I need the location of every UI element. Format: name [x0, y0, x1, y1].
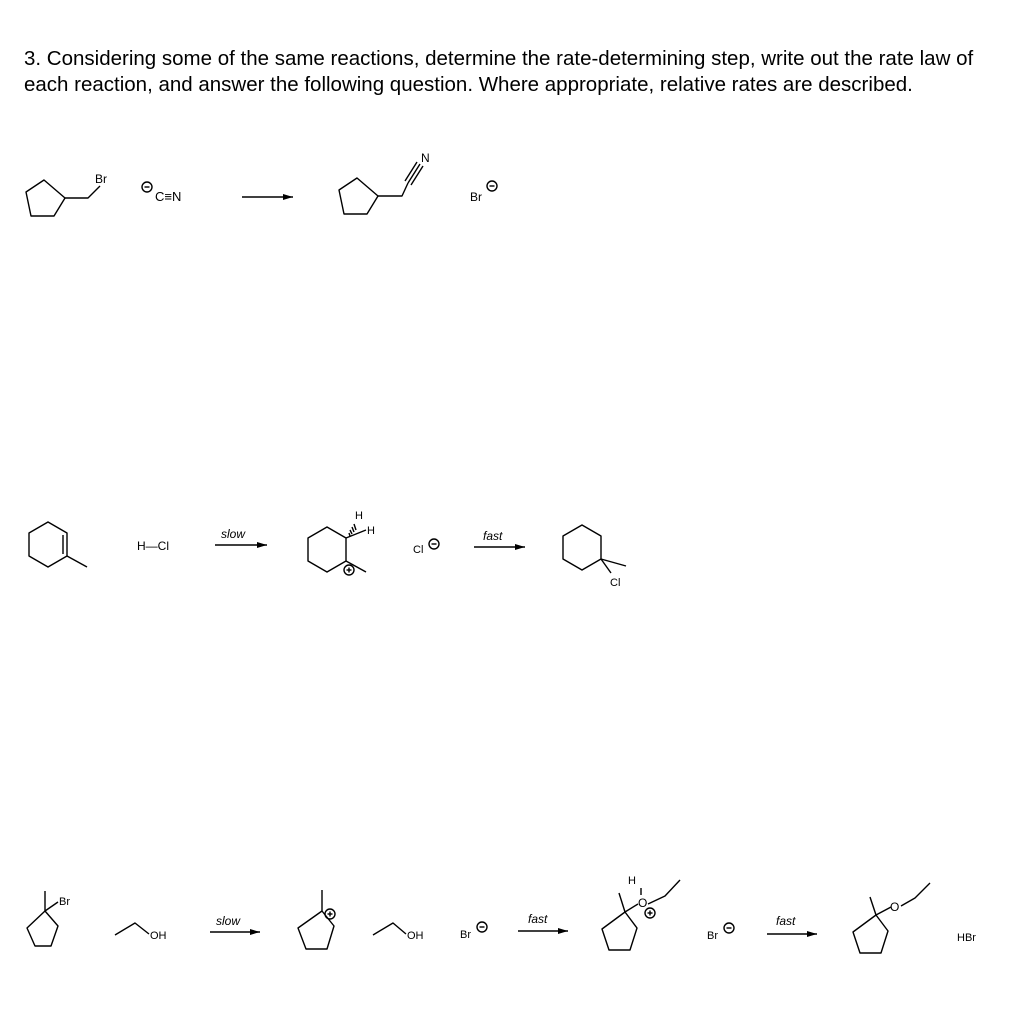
- chloride-charge: [429, 539, 439, 549]
- bromide-charge: [487, 181, 497, 191]
- r3-step1-label: slow: [216, 914, 241, 928]
- r1-reactant-br: Br: [95, 172, 107, 186]
- cyclopentylacetonitrile: [339, 162, 423, 214]
- r1-product-n: N: [421, 151, 430, 165]
- r1-nucleophile-cn: C≡N: [155, 189, 182, 204]
- tertiary-carbocation: [298, 890, 335, 949]
- r3-product-o: O: [890, 900, 900, 914]
- r2-counterion-cl: Cl: [413, 544, 424, 556]
- r2-step1-label: slow: [221, 527, 246, 541]
- ether-product: [853, 883, 930, 953]
- r2-intermediate-h-right: H: [367, 525, 375, 537]
- question-text: 3. Considering some of the same reactions, determine the rate-determining step, write out the rate law of each reaction, and answer the following question. Where appropriate, relative rates are described.: [24, 47, 974, 96]
- r3-bromide2: Br: [707, 930, 718, 942]
- r3-coproduct-hbr: HBr: [957, 932, 976, 944]
- r2-intermediate-h-top: H: [355, 510, 363, 522]
- r3-ethanol2-oh: OH: [407, 930, 424, 942]
- bromide-charge-2: [724, 923, 734, 933]
- 1-bromo-1-methylcyclopentane: [27, 891, 58, 946]
- r2-reagent-hcl: H—Cl: [137, 539, 169, 553]
- 1-chloro-1-methylcyclohexane: [563, 525, 626, 573]
- ethanol-2: [373, 923, 406, 935]
- r1-byproduct-br: Br: [470, 190, 482, 204]
- r3-ethanol-oh: OH: [150, 930, 167, 942]
- 1-methylcyclohexene: [29, 522, 87, 567]
- r3-step2-label: fast: [528, 912, 548, 926]
- r3-bromide1: Br: [460, 929, 471, 941]
- cyanide-anion: [142, 182, 152, 192]
- bromide-charge-1: [477, 922, 487, 932]
- r2-step2-label: fast: [483, 529, 503, 543]
- reaction-2: [29, 522, 626, 575]
- ethanol-1: [115, 923, 149, 935]
- r3-oxonium-h: H: [628, 875, 636, 887]
- r3-reactant-br: Br: [59, 896, 70, 908]
- r2-product-cl: Cl: [610, 577, 621, 589]
- r3-step3-label: fast: [776, 914, 796, 928]
- r3-oxonium-o: O: [638, 896, 648, 910]
- bromomethylcyclopentane: [26, 180, 100, 216]
- oxonium-intermediate: [602, 880, 680, 950]
- reaction-1: [26, 162, 497, 216]
- carbocation-intermediate: [308, 524, 366, 575]
